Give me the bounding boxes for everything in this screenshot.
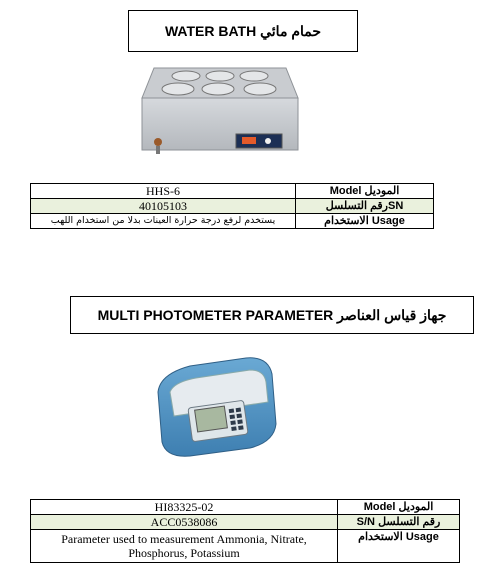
table-row [31, 530, 460, 563]
water-bath-usage-label: الاستخدام Usage [296, 214, 434, 229]
water-bath-title-en: WATER BATH [164, 23, 257, 39]
water-bath-serial-label: رقم التسلسلSN [296, 199, 434, 214]
photometer-spec-table [30, 499, 460, 563]
table-row [31, 515, 460, 530]
water-bath-title-ar: حمام مائي [260, 22, 322, 39]
photometer-usage-value: Parameter used to measurement Ammonia, Nitrate, Phosphorus, Potassium [31, 530, 338, 563]
photometer-serial-value: ACC0538086 [31, 515, 338, 530]
photometer-model-label: Model الموديل [338, 500, 460, 515]
water-bath-image [136, 62, 300, 158]
water-bath-serial-value: 40105103 [31, 199, 296, 214]
water-bath-title [128, 10, 358, 52]
table-row [31, 214, 434, 229]
table-row [31, 199, 434, 214]
photometer-image [150, 352, 280, 458]
water-bath-spec-table [30, 183, 434, 229]
photometer-title [70, 296, 474, 334]
table-row [31, 184, 434, 199]
photometer-usage-label: الاستخدام Usage [338, 530, 460, 563]
water-bath-usage-value: يستخدم لرفع درجة حرارة العينات بدلا من استخدام اللهب [31, 214, 296, 229]
water-bath-model-label: Model الموديل [296, 184, 434, 199]
photometer-model-value: HI83325-02 [31, 500, 338, 515]
table-row [31, 500, 460, 515]
water-bath-model-value: HHS-6 [31, 184, 296, 199]
photometer-title-ar: جهاز قياس العناصر [337, 306, 447, 323]
photometer-title-en: MULTI PHOTOMETER PARAMETER [97, 307, 334, 323]
photometer-serial-label: S/N رقم التسلسل [338, 515, 460, 530]
